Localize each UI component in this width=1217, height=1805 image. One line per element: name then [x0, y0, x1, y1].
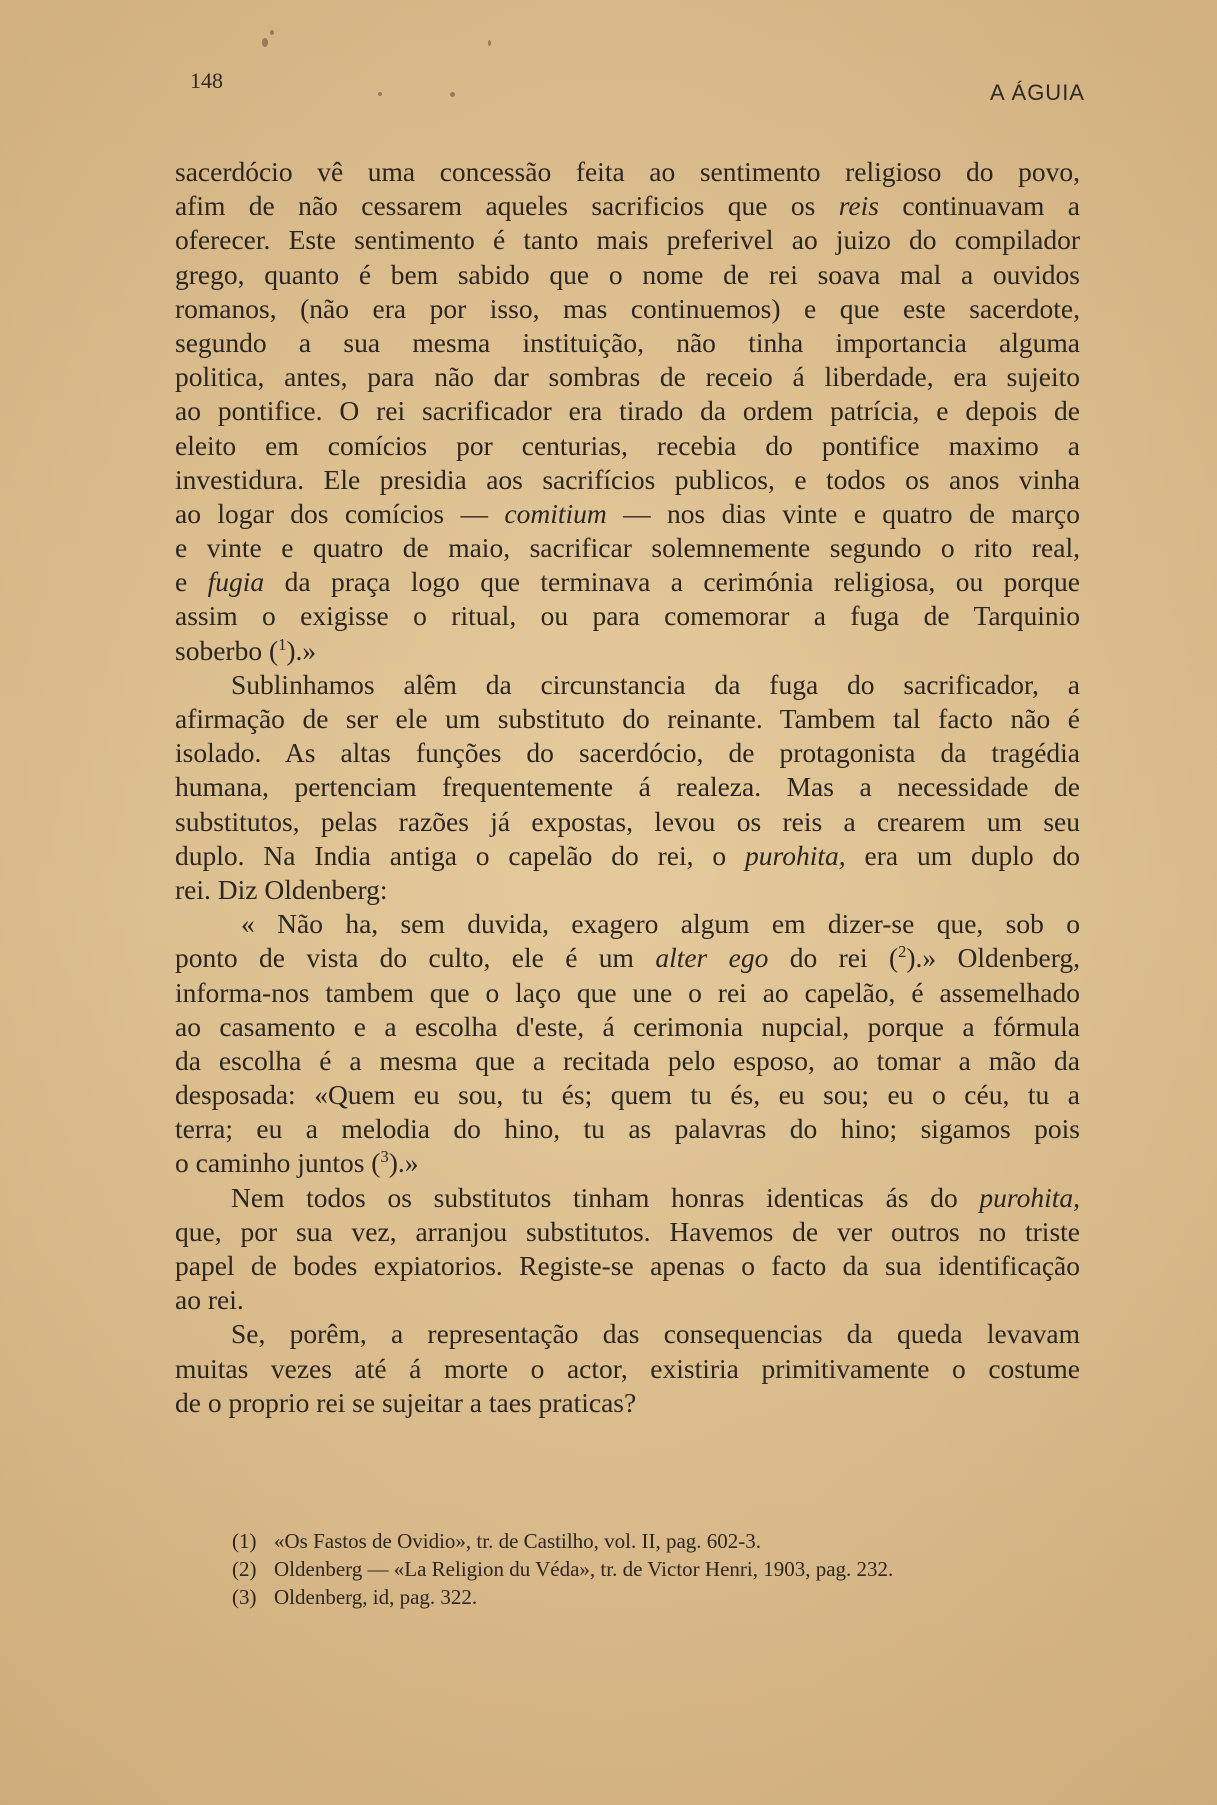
footnote-mark: (2): [232, 1557, 257, 1581]
text-line: grego, quanto é bem sabido que o nome de rei soava mal a ouvidos: [175, 258, 1080, 290]
text-line: Sublinhamos alêm da circunstancia da fuga do sacrificador, a: [231, 668, 1080, 700]
text-line: humana, pertenciam frequentemente á realeza. Mas a necessidade de: [175, 771, 1080, 803]
text-line: [175, 1181, 1080, 1215]
text-line: que, por sua vez, arranjou substitutos. Havemos de ver outros no triste: [175, 1215, 1080, 1247]
text-line: « Não ha, sem duvida, exagero algum em dizer-se que, sob o: [241, 908, 1080, 940]
footnote: [232, 1555, 1062, 1583]
footnote-ref: 2: [898, 942, 907, 962]
text-run: do rei (: [768, 942, 899, 974]
text-run: da praça logo que terminava a cerimónia religiosa, ou porque: [264, 566, 1080, 598]
text-run: — nos dias vinte e quatro de março: [606, 497, 1080, 529]
ink-speck: [488, 40, 491, 46]
footnote-mark: (1): [232, 1529, 257, 1553]
text-line: [175, 565, 1080, 599]
footnote-mark: (3): [232, 1585, 257, 1609]
text-line: ao rei.: [175, 1284, 244, 1316]
page-number: 148: [190, 68, 223, 93]
text-line: muitas vezes até á morte o actor, existiria primitivamente o costume: [175, 1352, 1080, 1384]
text-line: da escolha é a mesma que a recitada pelo esposo, ao tomar a mão da: [175, 1044, 1080, 1076]
footnote: [232, 1583, 1062, 1611]
text-line: ao pontifice. O rei sacrificador era tirado da ordem patrícia, e depois de: [175, 395, 1080, 427]
text-line: e vinte e quatro de maio, sacrificar solemnemente segundo o rito real,: [175, 532, 1080, 564]
ink-speck: [270, 30, 274, 35]
text-line: [175, 634, 1080, 668]
text-line: informa-nos tambem que o laço que une o rei ao capelão, é assemelhado: [175, 976, 1080, 1008]
text-run: o caminho juntos (: [175, 1147, 381, 1179]
running-title: A ÁGUIA: [989, 80, 1085, 105]
text-line: segundo a sua mesma instituição, não tinha importancia alguma: [175, 326, 1080, 358]
page-header: [190, 68, 1085, 108]
text-line: oferecer. Este sentimento é tanto mais preferivel ao juizo do compilador: [175, 224, 1080, 256]
ink-speck: [262, 38, 268, 47]
text-line: isolado. As altas funções do sacerdócio, de protagonista da tragédia: [175, 737, 1080, 769]
text-line: sacerdócio vê uma concessão feita ao sentimento religioso do povo,: [175, 156, 1080, 187]
text-line: [175, 497, 1080, 531]
footnote-text: Oldenberg, id, pag. 322.: [274, 1585, 478, 1609]
text-run: ).»: [388, 1147, 419, 1179]
text-line: papel de bodes expiatorios. Registe-se apenas o facto da sua identificação: [175, 1250, 1080, 1281]
text-run: era um duplo do: [845, 839, 1080, 871]
footnote-ref: 3: [380, 1147, 389, 1167]
text-run: ao logar dos comícios —: [175, 497, 505, 529]
footnote: [232, 1527, 1062, 1555]
footnote-text: «Os Fastos de Ovidio», tr. de Castilho, vol. II, pag. 602-3.: [274, 1529, 762, 1553]
italic-term: reis: [838, 190, 879, 222]
italic-term: comitium: [504, 497, 607, 529]
text-line: de o proprio rei se sujeitar a taes praticas?: [175, 1386, 637, 1418]
text-run: e: [175, 566, 208, 598]
text-line: [175, 941, 1080, 975]
text-line: eleito em comícios por centurias, recebia do pontifice maximo a: [175, 429, 1080, 461]
text-line: assim o exigisse o ritual, ou para comemorar a fuga de Tarquinio: [175, 600, 1080, 632]
text-line: investidura. Ele presidia aos sacrifícios publicos, e todos os anos vinha: [175, 463, 1080, 495]
footnote-ref: 1: [278, 634, 287, 654]
text-run: afim de não cessarem aqueles sacrificios que os: [175, 190, 839, 222]
footnote-text: Oldenberg — «La Religion du Véda», tr. de Victor Henri, 1903, pag. 232.: [274, 1557, 894, 1581]
text-line: desposada: «Quem eu sou, tu és; quem tu és, eu sou; eu o céu, tu a: [175, 1079, 1080, 1111]
text-run: ).» Oldenberg,: [906, 942, 1080, 974]
text-line: terra; eu a melodia do hino, tu as palavras do hino; sigamos pois: [175, 1113, 1080, 1145]
text-line: substitutos, pelas razões já expostas, levou os reis a crearem um seu: [175, 805, 1080, 837]
italic-term: alter ego: [655, 942, 769, 974]
text-line: romanos, (não era por isso, mas continuemos) e que este sacerdote,: [175, 292, 1080, 324]
text-line: Se, porêm, a representação das consequencias da queda levavam: [231, 1318, 1080, 1350]
italic-term: fugia: [207, 566, 265, 598]
footnotes: [232, 1527, 1062, 1611]
text-run: Nem todos os substitutos tinham honras identicas ás do: [231, 1181, 980, 1213]
italic-term: purohita,: [979, 1181, 1080, 1213]
text-line: politica, antes, para não dar sombras de receio á liberdade, era sujeito: [175, 361, 1080, 393]
text-run: ponto de vista do culto, ele é um: [175, 942, 656, 974]
text-run: soberbo (: [175, 634, 279, 666]
body-text: [175, 155, 1080, 1420]
text-line: [175, 1146, 1080, 1180]
text-line: [175, 839, 1080, 873]
text-run: duplo. Na India antiga o capelão do rei, o: [175, 839, 746, 871]
text-line: afirmação de ser ele um substituto do reinante. Tambem tal facto não é: [175, 703, 1080, 734]
text-line: [175, 189, 1080, 223]
italic-term: purohita,: [745, 839, 846, 871]
text-run: continuavam a: [878, 190, 1080, 222]
text-line: ao casamento e a escolha d'este, á cerimonia nupcial, porque a fórmula: [175, 1010, 1080, 1042]
text-line: rei. Diz Oldenberg:: [175, 873, 388, 905]
text-run: ).»: [286, 634, 317, 666]
